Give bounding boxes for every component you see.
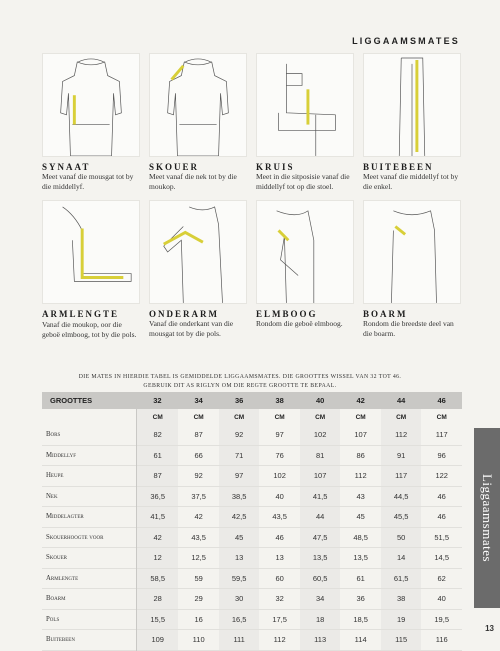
armlengte-caption [42, 309, 140, 340]
elmboog-title: ELMBOOG [256, 309, 318, 319]
table-cell: 96 [437, 450, 446, 460]
row-label: Middellyf [42, 445, 137, 466]
table-cell: 47,5 [300, 527, 341, 548]
table-cell: 13 [219, 548, 260, 569]
size-table [42, 392, 462, 651]
table-cell: 81 [300, 445, 341, 466]
measurement-buitebeen [363, 53, 461, 192]
table-cell: 40 [275, 491, 284, 501]
table-cell: 112 [354, 471, 367, 481]
table-cell: 113 [300, 630, 341, 651]
measurement-synaat [42, 53, 140, 192]
table-note-line-2: GEBRUIK DIT AS RIGLYN OM DIE REGTE GROOTTE TE BEPAAL. [143, 383, 337, 389]
table-cell: 19 [381, 609, 422, 630]
unit-cell: CM [355, 413, 366, 421]
onderarm-illustration [149, 200, 247, 304]
measurement-onderarm [149, 200, 247, 340]
unit-cell: CM [381, 409, 422, 425]
table-cell: 107 [300, 466, 341, 487]
table-cell: 116 [435, 635, 448, 645]
table-cell: 42 [137, 527, 179, 548]
table-cell: 17,5 [272, 614, 287, 624]
table-cell: 102 [273, 471, 286, 481]
size-col-6: 44 [381, 392, 422, 409]
armlengte-illustration [42, 200, 140, 304]
table-row [42, 425, 462, 445]
table-cell: 44,5 [381, 486, 422, 507]
section-side-tab [474, 428, 500, 608]
table-cell: 62 [437, 573, 446, 583]
table-cell: 13 [275, 553, 284, 563]
unit-cell: CM [274, 413, 285, 421]
table-cell: 82 [137, 425, 179, 445]
table-cell: 86 [356, 450, 365, 460]
elmboog-text: Rondom die geboë elmboog. [256, 319, 343, 328]
table-cell: 43,5 [272, 512, 287, 522]
table-cell: 14,5 [434, 553, 449, 563]
table-cell: 97 [219, 466, 260, 487]
row-label: Nek [42, 486, 137, 507]
table-cell: 42 [194, 512, 203, 522]
unit-cell: CM [436, 413, 447, 421]
table-row [42, 527, 462, 548]
table-cell: 19,5 [434, 614, 449, 624]
table-cell: 97 [275, 430, 284, 440]
table-cell: 36 [356, 594, 365, 604]
size-table-header-row [42, 392, 462, 409]
table-cell: 76 [275, 450, 284, 460]
unit-cell: CM [300, 409, 341, 425]
boarm-illustration [363, 200, 461, 304]
table-cell: 43 [356, 491, 365, 501]
table-cell: 51,5 [434, 532, 449, 542]
boarm-text: Rondom die breedste deel van die boarm. [363, 319, 454, 338]
table-cell: 91 [381, 445, 422, 466]
table-row [42, 466, 462, 487]
kruis-text: Meet in die sitposisie vanaf die middellyf tot op die stoel. [256, 172, 350, 191]
table-cell: 117 [435, 430, 448, 440]
skouer-illustration [149, 53, 247, 157]
table-cell: 102 [300, 425, 341, 445]
table-cell: 87 [137, 466, 179, 487]
table-cell: 38 [381, 589, 422, 610]
table-cell: 58,5 [137, 568, 179, 589]
table-cell: 61,5 [381, 568, 422, 589]
table-cell: 16 [194, 614, 203, 624]
table-row [42, 568, 462, 589]
table-cell: 111 [219, 630, 260, 651]
table-cell: 92 [219, 425, 260, 445]
row-label: Boarm [42, 589, 137, 610]
table-cell: 15,5 [137, 609, 179, 630]
synaat-text: Meet vanaf die mousgat tot by die middellyf. [42, 172, 134, 191]
unit-cell: CM [219, 409, 260, 425]
table-cell: 16,5 [219, 609, 260, 630]
measurement-boarm [363, 200, 461, 340]
size-col-4: 40 [300, 392, 341, 409]
table-cell: 60,5 [300, 568, 341, 589]
onderarm-text: Vanaf die onderkant van die mousgat tot by die pols. [149, 319, 234, 338]
synaat-title: SYNAAT [42, 162, 91, 172]
row-label: Buitebeen [42, 630, 137, 651]
armlengte-text: Vanaf die moukop, oor die geboë elmboog, tot by die pols. [42, 320, 137, 339]
table-cell: 50 [381, 527, 422, 548]
table-cell: 34 [300, 589, 341, 610]
row-label: Armlengte [42, 568, 137, 589]
buitebeen-illustration [363, 53, 461, 157]
row-label: Skouerhoogte voor [42, 527, 137, 548]
table-cell: 36,5 [137, 486, 179, 507]
table-cell: 41,5 [137, 507, 179, 528]
onderarm-title: ONDERARM [149, 309, 219, 319]
table-cell: 117 [381, 466, 422, 487]
size-col-1: 34 [178, 392, 219, 409]
skouer-title: SKOUER [149, 162, 200, 172]
measurement-grid-row-1 [42, 53, 459, 192]
table-cell: 29 [194, 594, 203, 604]
table-cell: 28 [137, 589, 179, 610]
table-cell: 12 [137, 548, 179, 569]
table-cell: 18,5 [353, 614, 368, 624]
table-cell: 48,5 [353, 532, 368, 542]
table-cell: 61 [356, 573, 365, 583]
table-cell: 109 [137, 630, 179, 651]
size-col-2: 36 [219, 392, 260, 409]
table-cell: 43,5 [191, 532, 206, 542]
table-cell: 46 [437, 491, 446, 501]
table-note [70, 373, 410, 391]
row-label: Pols [42, 609, 137, 630]
table-cell: 37,5 [191, 491, 206, 501]
table-cell: 18 [300, 609, 341, 630]
table-cell: 87 [194, 430, 203, 440]
size-col-7: 46 [421, 392, 462, 409]
table-cell: 32 [275, 594, 284, 604]
table-cell: 42,5 [219, 507, 260, 528]
table-cell: 46 [437, 512, 446, 522]
table-cell: 45 [219, 527, 260, 548]
table-row [42, 589, 462, 610]
size-col-5: 42 [340, 392, 381, 409]
table-row [42, 548, 462, 569]
table-cell: 45 [356, 512, 365, 522]
side-tab-label: Liggaamsmates [480, 473, 495, 563]
size-col-0: 32 [137, 392, 179, 409]
table-cell: 114 [354, 635, 367, 645]
row-label: Bors [42, 425, 137, 445]
table-cell: 14 [381, 548, 422, 569]
table-cell: 92 [194, 471, 203, 481]
size-header-label: GROOTTES [42, 392, 137, 409]
buitebeen-title: BUITEBEEN [363, 162, 434, 172]
table-cell: 46 [275, 532, 284, 542]
table-row [42, 445, 462, 466]
table-cell: 44 [300, 507, 341, 528]
unit-cell: CM [137, 409, 179, 425]
table-cell: 45,5 [381, 507, 422, 528]
row-label: Middelagter [42, 507, 137, 528]
table-cell: 61 [137, 445, 179, 466]
unit-cell: CM [193, 413, 204, 421]
measurement-armlengte [42, 200, 140, 340]
table-note-line-1: DIE MATES IN HIERDIE TABEL IS GEMIDDELDE LIGGAAMSMATES. DIE GROOTTES WISSEL VAN 32 TOT 46. [78, 374, 402, 380]
table-cell: 112 [273, 635, 286, 645]
table-cell: 110 [192, 635, 205, 645]
elmboog-illustration [256, 200, 354, 304]
page-number: 13 [485, 624, 494, 633]
synaat-illustration [42, 53, 140, 157]
kruis-title: KRUIS [256, 162, 295, 172]
measurement-grid-row-2 [42, 200, 454, 340]
row-label: Heupe [42, 466, 137, 487]
table-cell: 66 [194, 450, 203, 460]
table-cell: 122 [435, 471, 448, 481]
table-cell: 30 [219, 589, 260, 610]
table-cell: 12,5 [191, 553, 206, 563]
table-row [42, 609, 462, 630]
unit-row-label [42, 409, 137, 425]
table-cell: 41,5 [300, 486, 341, 507]
skouer-text: Meet vanaf die nek tot by die moukop. [149, 172, 237, 191]
table-cell: 40 [437, 594, 446, 604]
measurement-skouer [149, 53, 247, 192]
table-cell: 13,5 [353, 553, 368, 563]
table-cell: 59 [194, 573, 203, 583]
table-cell: 112 [381, 425, 422, 445]
table-cell: 115 [381, 630, 422, 651]
table-row [42, 507, 462, 528]
table-cell: 60 [275, 573, 284, 583]
unit-row [42, 409, 462, 425]
table-cell: 107 [354, 430, 367, 440]
measurement-kruis [256, 53, 354, 192]
table-cell: 71 [219, 445, 260, 466]
table-cell: 38,5 [219, 486, 260, 507]
table-row [42, 486, 462, 507]
measurement-elmboog [256, 200, 354, 340]
size-table-body [42, 409, 462, 650]
table-cell: 13,5 [300, 548, 341, 569]
boarm-title: BOARM [363, 309, 408, 319]
row-label: Skouer [42, 548, 137, 569]
table-cell: 59,5 [219, 568, 260, 589]
buitebeen-text: Meet vanaf die middellyf tot by die enkel. [363, 172, 459, 191]
kruis-illustration [256, 53, 354, 157]
page-header: LIGGAAMSMATES [352, 36, 460, 46]
size-col-3: 38 [259, 392, 300, 409]
armlengte-title: ARMLENGTE [42, 309, 120, 319]
